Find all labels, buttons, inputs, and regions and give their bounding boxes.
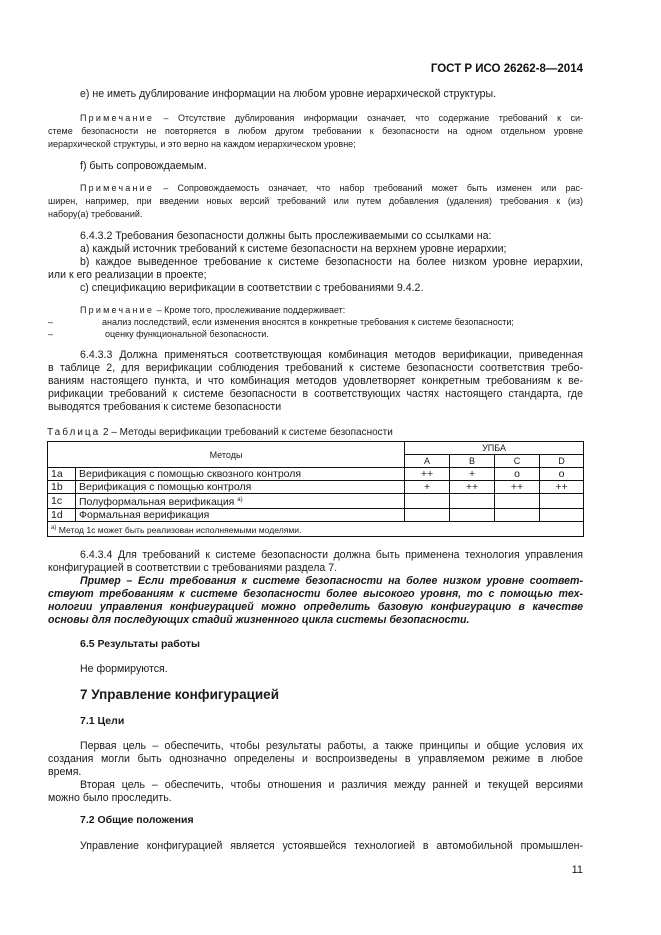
note-3-bullet-1: – анализ последствий, если изменения вносятся в конкретные требования к системе безопасности; [48, 317, 514, 327]
example-line-4: основы для последующих стадий жизненного цикла системы безопасности. [48, 614, 470, 626]
note-2-line-3: набору(а) требований. [48, 209, 143, 219]
para-6432-item-c: c) спецификацию верификации в соответствии с требованиями 9.4.2. [80, 282, 424, 294]
note-3-intro: Примечание – Кроме того, прослеживание поддерживает: [80, 305, 346, 315]
table-2-caption: Таблица 2 – Методы верификации требований к системе безопасности [47, 427, 393, 438]
col-header-asil: УПБА [405, 442, 584, 455]
row-id: 1a [48, 468, 76, 481]
cell-d [540, 494, 584, 509]
section-6-5-text: Не формируются. [80, 663, 168, 675]
table-row [48, 468, 584, 481]
note-3-bullet-2: – оценку функциональной безопасности. [48, 329, 269, 339]
para-6432-item-b-cont: или к его реализации в проекте; [48, 269, 207, 281]
section-6-5-title: 6.5 Результаты работы [80, 638, 200, 650]
section-7-title: 7 Управление конфигурацией [80, 687, 279, 702]
note-2-line-1: Примечание – Сопровождаемость означает, что набор требований может быть изменен или рас- [80, 183, 583, 193]
para-6432-item-a: a) каждый источник требований к системе безопасности на верхнем уровне иерархии; [80, 243, 507, 255]
cell-b [450, 494, 495, 509]
col-header-methods: Методы [48, 442, 405, 468]
section-7-1-title: 7.1 Цели [80, 715, 125, 727]
cell-c [495, 509, 540, 522]
note-1-line-3: иерархической структуры, и это верно на каждом иерархическом уровне; [48, 139, 356, 149]
section-7-2-title: 7.2 Общие положения [80, 814, 194, 826]
para-6433-line-4: рификации требований к системе безопасности в соответствующих частях настоящего стандарта, где [48, 388, 583, 400]
cell-c: o [495, 468, 540, 481]
cell-d [540, 509, 584, 522]
para-6433-line-3: ваниям настоящего пункта, и что комбинация методов удовлетворяет конкретным требованиям к ве- [48, 375, 583, 387]
section-7-1-line-1: Первая цель – обеспечить, чтобы результаты работы, а также принципы и общие условия их [80, 740, 583, 752]
section-7-1-line-5: можно было проследить. [48, 792, 172, 804]
list-item-e: е) не иметь дублирование информации на любом уровне иерархической структуры. [80, 88, 497, 100]
row-method: Формальная верификация [76, 509, 405, 522]
table-footnote: $^{a)}$ Метод 1с может быть реализован исполняемыми моделями. [48, 522, 584, 537]
table-row [48, 481, 584, 494]
para-6434-line-2: конфигурацией в соответствии с требованиями раздела 7. [48, 562, 338, 574]
note-label: Примечание [80, 183, 155, 193]
section-7-1-line-4: Вторая цель – обеспечить, чтобы отношения и различия между ранней и текущей версиями [80, 779, 583, 791]
footnote-ref: a) [237, 497, 243, 503]
example-line-2: ствуют требованиям к системе безопасности более высокого уровня, то с помощью тех- [48, 588, 583, 600]
para-6433-line-2: в таблице 2, для верификации соблюдения требований к системе безопасности соответствия требо- [48, 362, 583, 374]
cell-c [495, 494, 540, 509]
para-6432-item-b: b) каждое выведенное требование к системе безопасности на более низком уровне иерархии, [80, 256, 583, 268]
page-number: 11 [571, 864, 583, 876]
section-7-2-text: Управление конфигурацией является устоявшейся технологией в автомобильной промышлен- [80, 840, 583, 852]
cell-a: + [405, 481, 450, 494]
note-1-line-2: стеме безопасности не повторяется в любом другом требовании к безопасности на одном отдельном уровне [48, 126, 583, 136]
note-label: Примечание [80, 305, 155, 315]
cell-c: ++ [495, 481, 540, 494]
cell-a [405, 494, 450, 509]
cell-a [405, 509, 450, 522]
col-header-b: B [450, 455, 495, 468]
section-7-1-line-2: создания могли быть однозначно определены и воспроизведены в управляемом режиме в любое [48, 753, 583, 765]
cell-a: ++ [405, 468, 450, 481]
row-id: 1d [48, 509, 76, 522]
col-header-c: C [495, 455, 540, 468]
list-item-f: f) быть сопровождаемым. [80, 160, 207, 172]
para-6432-line-1: 6.4.3.2 Требования безопасности должны быть прослеживаемыми со ссылками на: [80, 230, 492, 242]
para-6434-line-1: 6.4.3.4 Для требований к системе безопасности должна быть применена технология управления [80, 549, 583, 561]
row-id: 1b [48, 481, 76, 494]
para-6433-line-5: выводятся требования к системе безопасности [48, 401, 282, 413]
cell-b: ++ [450, 481, 495, 494]
cell-d: o [540, 468, 584, 481]
cell-d: ++ [540, 481, 584, 494]
para-6433-line-1: 6.4.3.3 Должна применяться соответствующая комбинация методов верификации, приведенная [80, 349, 583, 361]
row-id: 1c [48, 494, 76, 509]
table-2-verification-methods [47, 441, 584, 537]
cell-b: + [450, 468, 495, 481]
col-header-d: D [540, 455, 584, 468]
note-1-line-1: Примечание – Отсутствие дублирования информации означает, что содержание требований к си- [80, 113, 583, 123]
table-row [48, 509, 584, 522]
row-method: Полуформальная верификация $^{a)}$ [76, 494, 405, 509]
row-method: Верификация с помощью контроля [76, 481, 405, 494]
document-id-header: ГОСТ Р ИСО 26262-8—2014 [430, 63, 583, 75]
section-7-1-line-3: время. [48, 766, 82, 778]
note-label: Примечание [80, 113, 155, 123]
note-2-line-2: ширен, например, при введении новых версий требований или путем добавления (удаления) требования к (из) [48, 196, 583, 206]
example-line-1: Пример – Если требования к системе безопасности на более низком уровне соответ- [80, 575, 583, 587]
cell-b [450, 509, 495, 522]
example-line-3: нологии управления конфигурацией можно определить базовую конфигурацию в качестве [48, 601, 583, 613]
table-row [48, 494, 584, 509]
col-header-a: A [405, 455, 450, 468]
row-method: Верификация с помощью сквозного контроля [76, 468, 405, 481]
